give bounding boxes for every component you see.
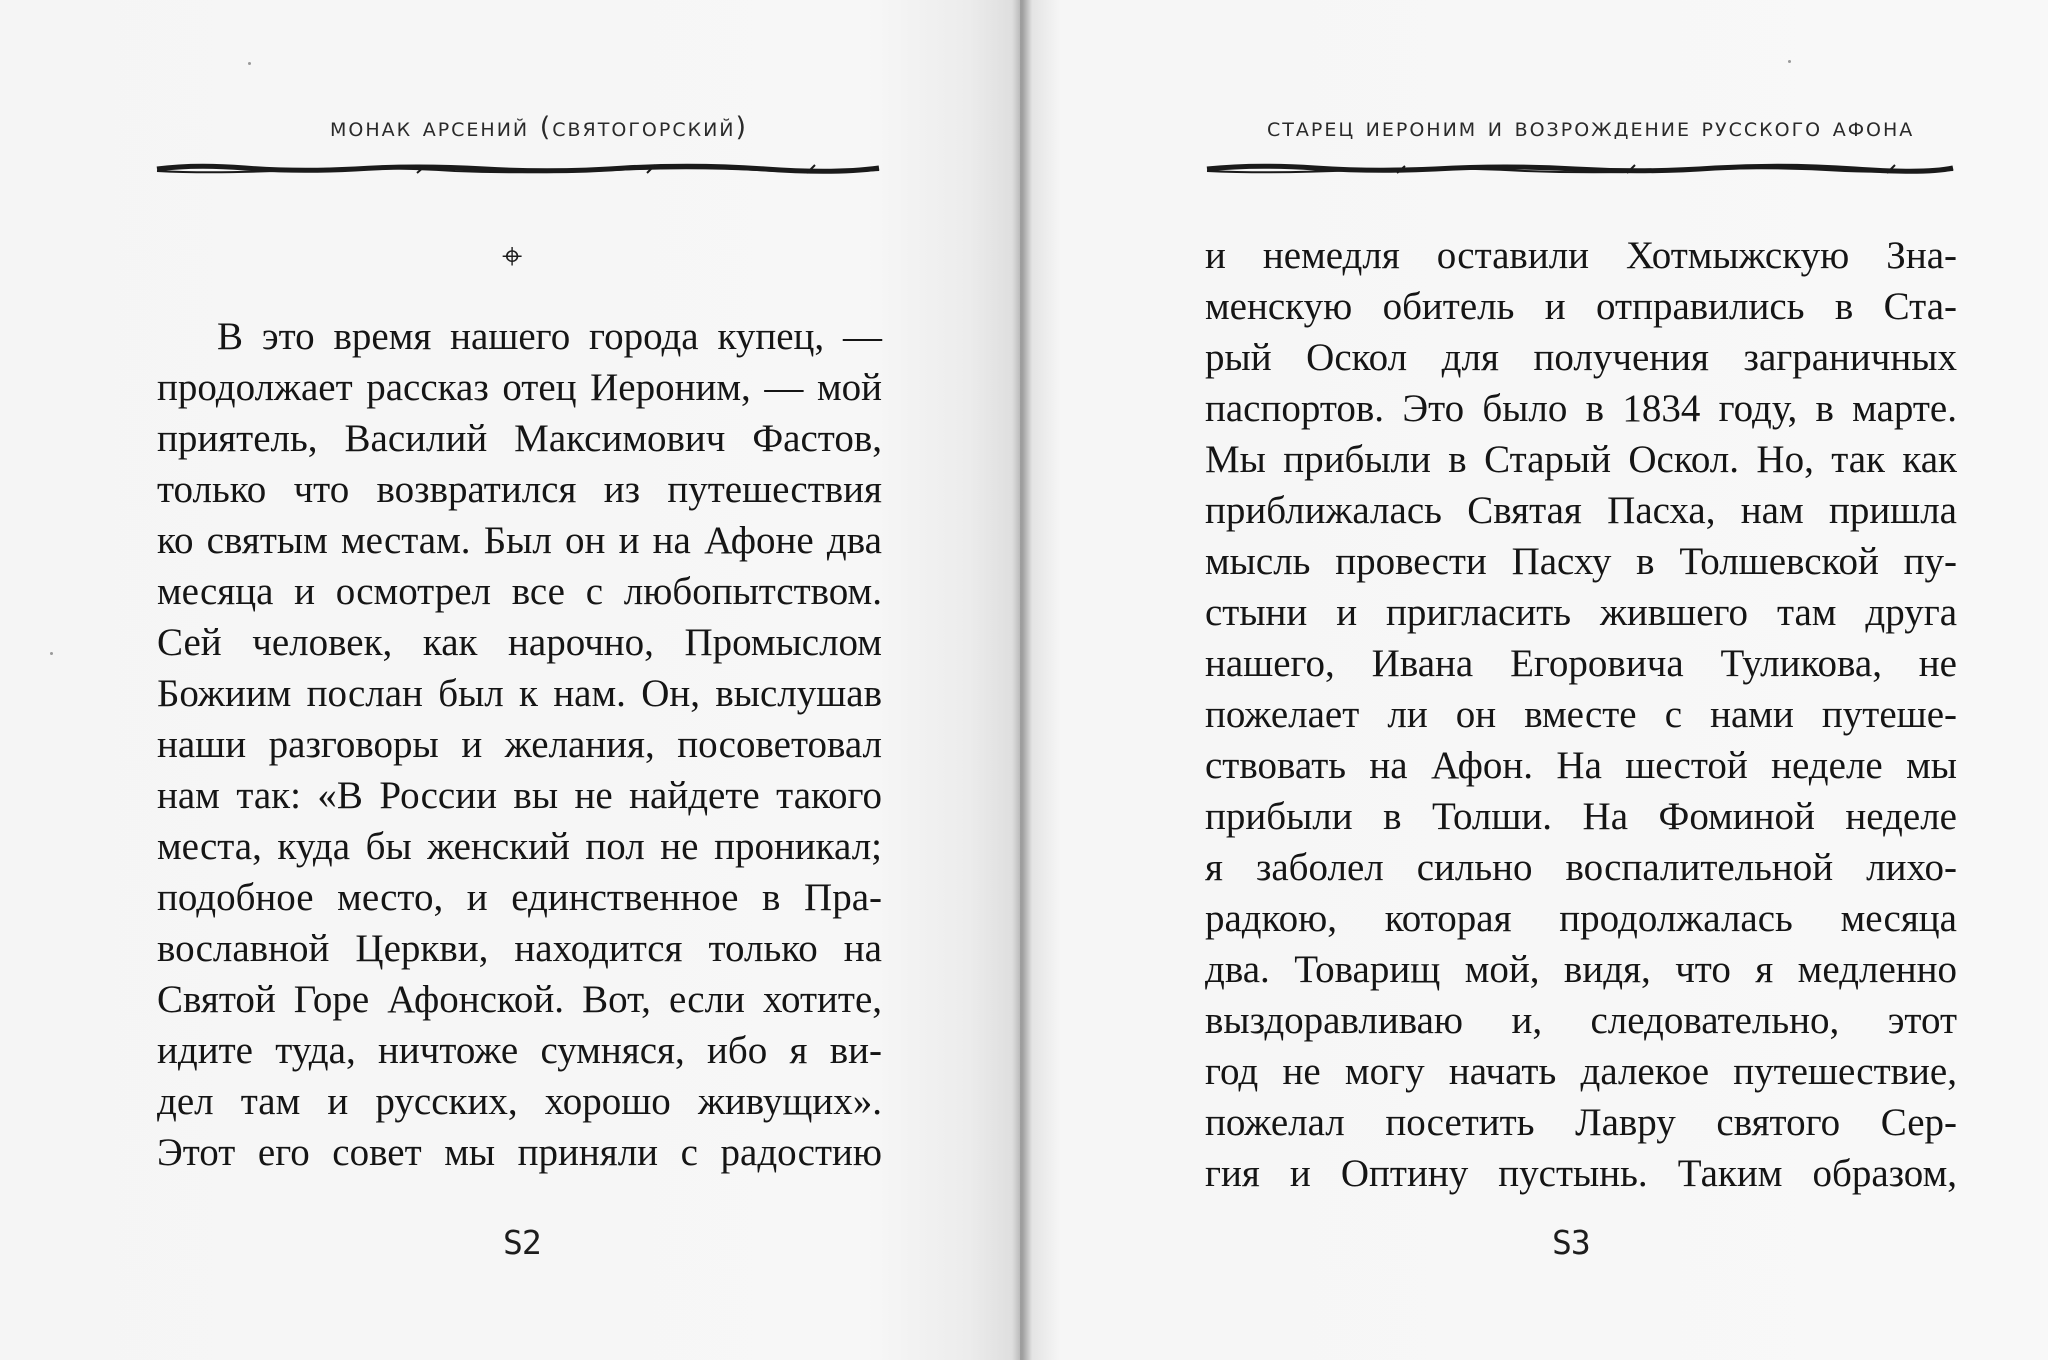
text-line: два. Товарищ мой, видя, что я медленно	[1205, 948, 1957, 991]
text-line: Мы прибыли в Старый Оскол. Но, так как	[1205, 438, 1957, 481]
text-line: прибыли в Толши. На Фоминой неделе	[1205, 795, 1957, 838]
right-page-number: S3	[1552, 1223, 1590, 1262]
text-line: продолжает рассказ отец Иероним, — мой	[157, 366, 882, 409]
left-page-number: S2	[503, 1223, 541, 1262]
text-line: В это время нашего города купец, —	[217, 315, 882, 358]
text-line: подобное место, и единственное в Пра-	[157, 876, 882, 919]
text-line: приближалась Святая Пасха, нам пришла	[1205, 489, 1957, 532]
left-body-text	[157, 311, 882, 1178]
text-line: приятель, Василий Максимович Фастов,	[157, 417, 882, 460]
text-line: дел там и русских, хорошо живущих».	[157, 1080, 882, 1123]
text-line: Сей человек, как нарочно, Промыслом	[157, 621, 882, 664]
left-page	[0, 0, 1020, 1360]
text-line: только что возвратился из путешествия	[157, 468, 882, 511]
text-line: год не могу начать далекое путешествие,	[1205, 1050, 1957, 1093]
text-line: я заболел сильно воспалительной лихо-	[1205, 846, 1957, 889]
left-running-head: монак арсений (святогорский)	[330, 112, 749, 143]
book-gutter	[1012, 0, 1032, 1360]
text-line: Этот его совет мы приняли с радостию	[157, 1131, 882, 1174]
text-line: радкою, которая продолжалась месяца	[1205, 897, 1957, 940]
left-header-rule	[155, 162, 882, 176]
text-line: мысль провести Пасху в Толшевской пу-	[1205, 540, 1957, 583]
text-line: менскую обитель и отправились в Ста-	[1205, 285, 1957, 328]
text-line: наши разговоры и желания, посоветовал	[157, 723, 882, 766]
text-line: нам так: «В России вы не найдете такого	[157, 774, 882, 817]
text-line: выздоравливаю и, следовательно, этот	[1205, 999, 1957, 1042]
paper-speck	[50, 652, 53, 655]
text-line: паспортов. Это было в 1834 году, в марте.	[1205, 387, 1957, 430]
text-line: месяца и осмотрел все с любопытством.	[157, 570, 882, 613]
text-line: стыни и пригласить жившего там друга	[1205, 591, 1957, 634]
right-page	[1020, 0, 2048, 1360]
text-line: вославной Церкви, находится только на	[157, 927, 882, 970]
right-header-rule	[1205, 162, 1955, 176]
right-running-head: старец иероним и возрождение русского афона	[1267, 112, 1915, 143]
text-line: пожелал посетить Лавру святого Сер-	[1205, 1101, 1957, 1144]
text-line: идите туда, ничтоже сумняся, ибо я ви-	[157, 1029, 882, 1072]
text-line: Божиим послан был к нам. Он, выслушав	[157, 672, 882, 715]
text-line: ко святым местам. Был он и на Афоне два	[157, 519, 882, 562]
text-line: гия и Оптину пустынь. Таким образом,	[1205, 1152, 1957, 1195]
text-line: рый Оскол для получения заграничных	[1205, 336, 1957, 379]
section-ornament: ⌖	[502, 236, 523, 277]
right-body-text	[1205, 230, 1957, 1199]
text-line: места, куда бы женский пол не проникал;	[157, 825, 882, 868]
paper-speck	[248, 62, 251, 65]
paper-speck	[1788, 60, 1791, 63]
text-line: Святой Горе Афонской. Вот, если хотите,	[157, 978, 882, 1021]
text-line: нашего, Ивана Егоровича Туликова, не	[1205, 642, 1957, 685]
text-line: пожелает ли он вместе с нами путеше-	[1205, 693, 1957, 736]
text-line: и немедля оставили Хотмыжскую Зна-	[1205, 234, 1957, 277]
text-line: ствовать на Афон. На шестой неделе мы	[1205, 744, 1957, 787]
